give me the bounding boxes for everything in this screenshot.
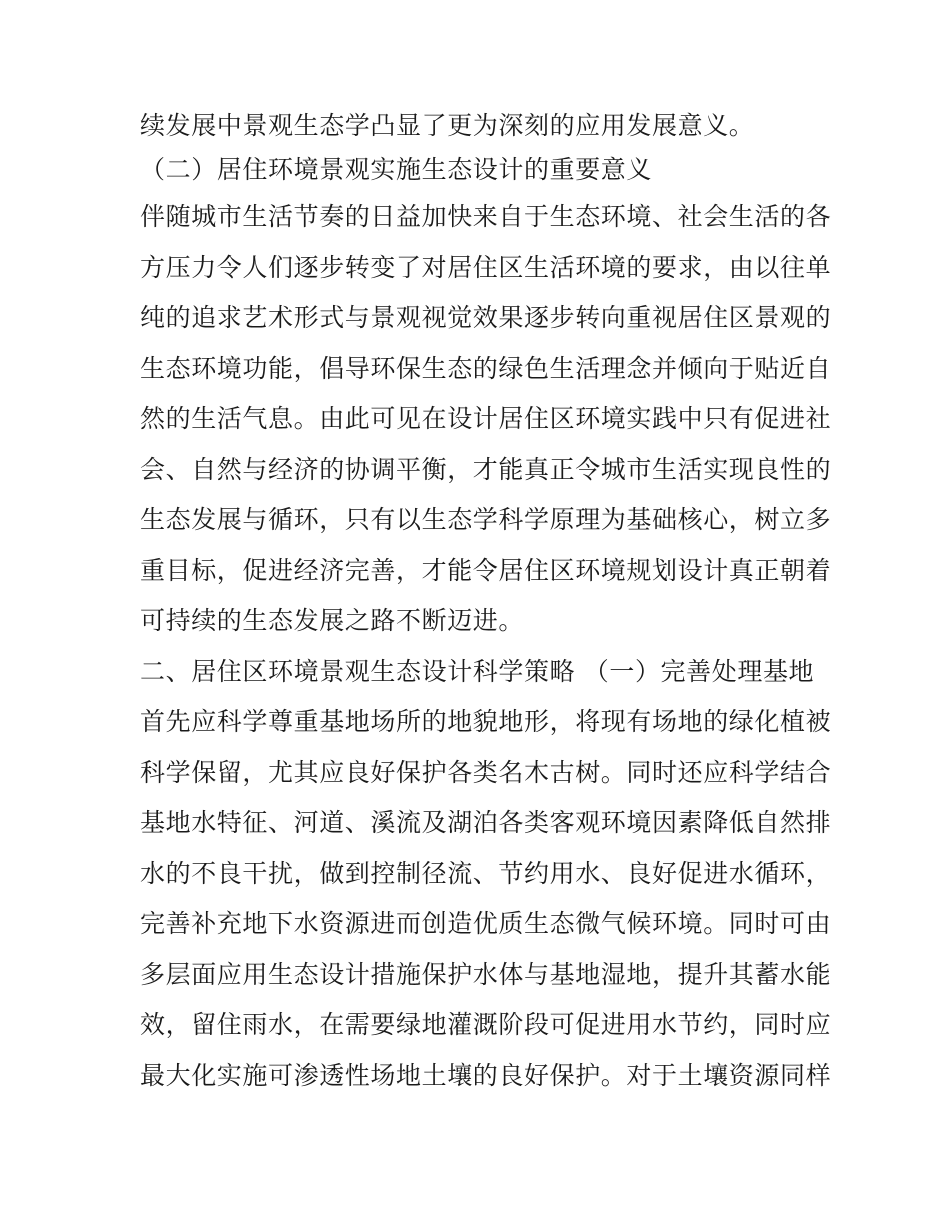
text-line: 效，留住雨水，在需要绿地灌溉阶段可促进用水节约，同时应 [140, 1010, 832, 1039]
section-heading: 二、居住区环境景观生态设计科学策略 （一）完善处理基地 [140, 656, 815, 686]
document-page [140, 104, 830, 1101]
text-line: 生态发展与循环，只有以生态学科学原理为基础核心，树立多 [140, 505, 832, 534]
text-line: 纯的追求艺术形式与景观视觉效果逐步转向重视居住区景观的 [140, 303, 832, 332]
section-heading: （二）居住环境景观实施生态设计的重要意义 [140, 155, 653, 184]
text-line: 首先应科学尊重基地场所的地貌地形，将现有场地的绿化植被 [140, 707, 832, 736]
text-line: 续发展中景观生态学凸显了更为深刻的应用发展意义。 [140, 111, 755, 140]
text-line: 水的不良干扰，做到控制径流、节约用水、良好促进水循环， [140, 858, 832, 888]
text-line: 会、自然与经济的协调平衡，才能真正令城市生活实现良性的 [140, 454, 832, 484]
text-line: 多层面应用生态设计措施保护水体与基地湿地，提升其蓄水能 [140, 959, 832, 989]
text-line: 生态环境功能，倡导环保生态的绿色生活理念并倾向于贴近自 [140, 353, 832, 383]
text-line: 然的生活气息。由此可见在设计居住区环境实践中只有促进社 [140, 404, 832, 433]
text-line: 基地水特征、河道、溪流及湖泊各类客观环境因素降低自然排 [140, 808, 832, 837]
text-line: 方压力令人们逐步转变了对居住区生活环境的要求，由以往单 [140, 252, 832, 282]
text-line: 可持续的生态发展之路不断迈进。 [140, 606, 525, 635]
text-line: 完善补充地下水资源进而创造优质生态微气候环境。同时可由 [140, 909, 832, 938]
text-line: 科学保留，尤其应良好保护各类名木古树。同时还应科学结合 [140, 757, 832, 787]
text-line: 最大化实施可渗透性场地土壤的良好保护。对于土壤资源同样 [140, 1060, 832, 1090]
text-line: 重目标，促进经济完善，才能令居住区环境规划设计真正朝着 [140, 555, 832, 585]
text-line: 伴随城市生活节奏的日益加快来自于生态环境、社会生活的各 [140, 202, 832, 231]
